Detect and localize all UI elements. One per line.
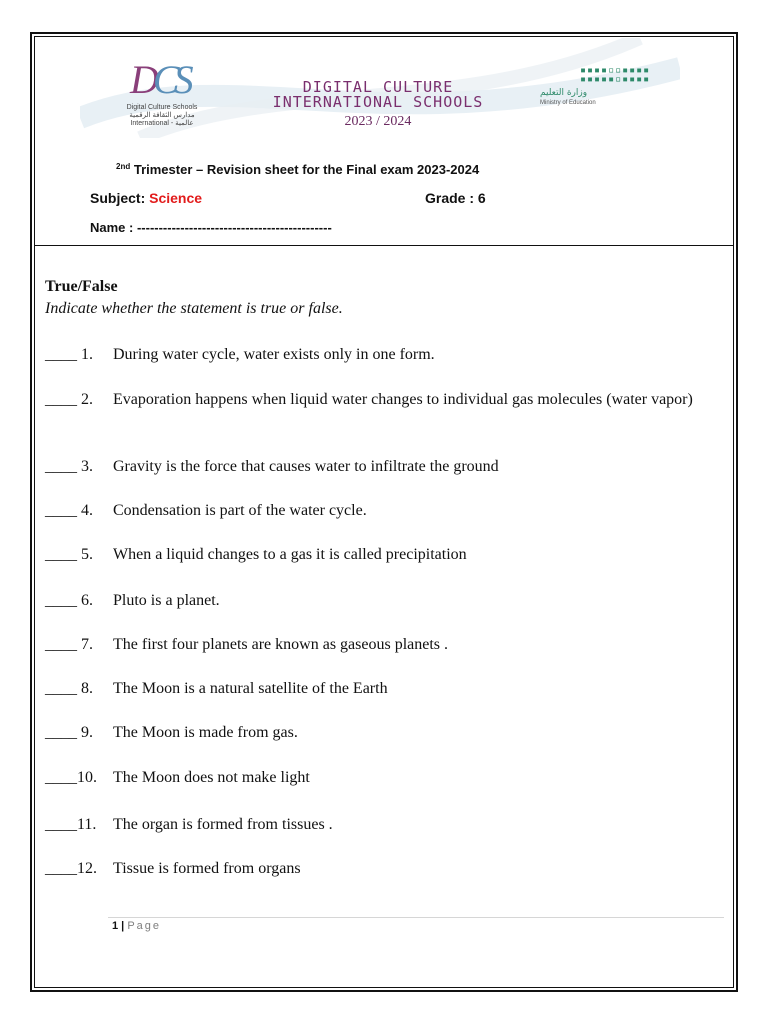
school-name-line2: INTERNATIONAL SCHOOLS — [272, 93, 484, 111]
page-label: Page — [127, 920, 162, 932]
ministry-emblem-icon: ▪▪▪▪▫▫▪▪▪▪ ▪▪▪▪▪▫▪▪▪▪ — [580, 65, 651, 85]
grade-line: Grade : 6 — [425, 190, 486, 206]
page-separator: | — [118, 920, 128, 932]
answer-blank[interactable]: ____ 1. — [45, 346, 93, 363]
question-item — [45, 544, 705, 565]
footer-divider — [108, 917, 724, 918]
sheet-heading-text: Trimester – Revision sheet for the Final exam 2023-2024 — [130, 162, 480, 177]
section-title: True/False — [45, 278, 118, 295]
answer-blank[interactable]: ____ 9. — [45, 724, 93, 741]
question-item — [45, 634, 705, 655]
question-item — [45, 678, 705, 699]
question-text: The Moon is a natural satellite of the Earth — [113, 680, 388, 697]
question-text: During water cycle, water exists only in one form. — [113, 346, 435, 363]
question-text: The Moon does not make light — [113, 769, 310, 786]
question-item — [45, 456, 705, 477]
question-item — [45, 858, 705, 879]
question-text: The Moon is made from gas. — [113, 724, 298, 741]
trimester-ordinal: 2nd — [116, 162, 131, 171]
question-text: Condensation is part of the water cycle. — [113, 502, 367, 519]
school-name-line1: DIGITAL CULTURE — [302, 78, 454, 96]
sheet-heading — [116, 162, 479, 177]
ministry-logo — [540, 66, 670, 116]
question-text: The first four planets are known as gaseous planets . — [113, 636, 449, 653]
question-item — [45, 590, 705, 611]
answer-blank[interactable]: ____11. — [45, 816, 97, 833]
question-item — [45, 722, 705, 743]
question-item — [45, 814, 705, 835]
subject-label: Subject: — [90, 190, 150, 206]
ministry-name-ar: وزارة التعليم — [540, 88, 588, 98]
question-text: Gravity is the force that causes water to infiltrate the ground — [113, 458, 499, 475]
question-text: The organ is formed from tissues . — [113, 816, 333, 833]
answer-blank[interactable]: ____ 8. — [45, 680, 93, 697]
question-item — [45, 500, 705, 521]
dcs-logo-caption — [102, 104, 222, 128]
dcs-caption-intl: International - عالمية — [130, 120, 194, 127]
subject-line — [90, 190, 202, 206]
academic-year: 2023 / 2024 — [344, 114, 412, 129]
ministry-name-en: Ministry of Education — [540, 100, 596, 106]
section-instructions: Indicate whether the statement is true or false. — [45, 300, 343, 317]
question-item — [45, 767, 705, 788]
question-text: Evaporation happens when liquid water changes to individual gas molecules (water vapor) — [113, 391, 693, 408]
answer-blank[interactable]: ____ 5. — [45, 546, 93, 563]
subject-value: Science — [149, 190, 203, 206]
dcs-logo-mark: DCS — [130, 57, 188, 102]
dcs-caption-ar: مدارس الثقافة الرقمية — [129, 112, 195, 119]
page-footer — [112, 920, 161, 932]
answer-blank[interactable]: ____ 7. — [45, 636, 93, 653]
question-item — [45, 389, 705, 410]
header-divider — [35, 245, 734, 246]
question-item — [45, 344, 705, 365]
school-title — [228, 80, 528, 132]
answer-blank[interactable]: ____ 6. — [45, 592, 93, 609]
name-field[interactable]: Name : --------------------------------------------- — [90, 220, 332, 235]
question-text: Pluto is a planet. — [113, 592, 220, 609]
question-text: When a liquid changes to a gas it is called precipitation — [113, 546, 467, 563]
answer-blank[interactable]: ____ 4. — [45, 502, 93, 519]
page-number: 1 — [112, 920, 119, 932]
dcs-logo — [102, 56, 222, 146]
answer-blank[interactable]: ____12. — [45, 860, 97, 877]
dcs-caption-en: Digital Culture Schools — [126, 104, 198, 111]
answer-blank[interactable]: ____ 3. — [45, 458, 93, 475]
answer-blank[interactable]: ____ 2. — [45, 391, 93, 408]
question-text: Tissue is formed from organs — [113, 860, 301, 877]
answer-blank[interactable]: ____10. — [45, 769, 97, 786]
